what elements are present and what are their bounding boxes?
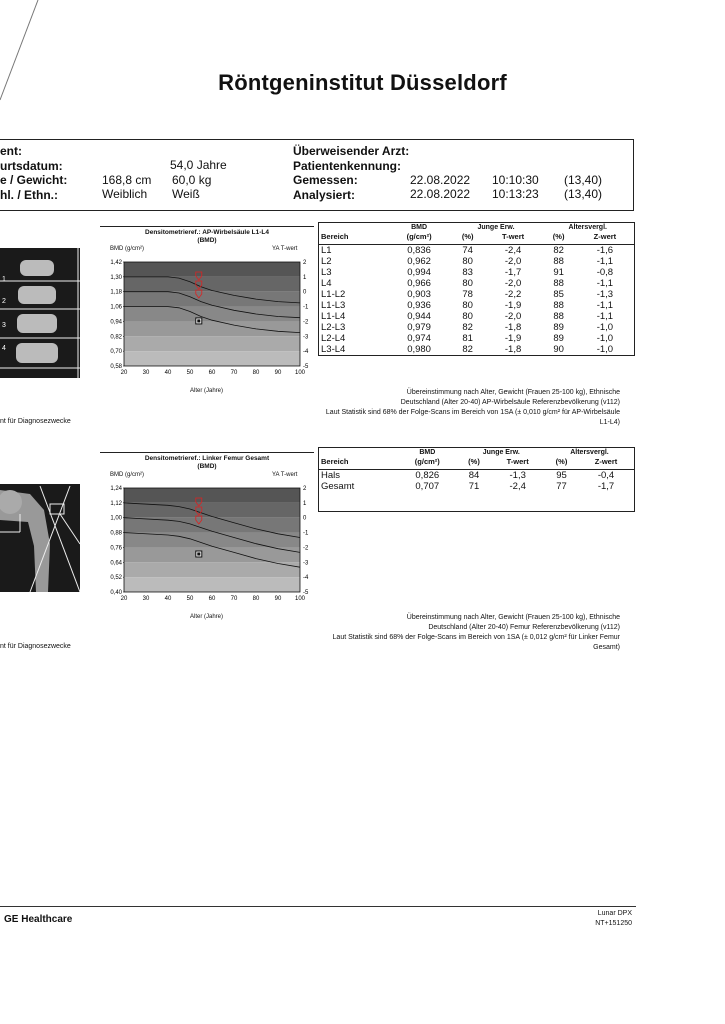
table-row [319, 470, 634, 482]
table-row [319, 267, 634, 278]
spine-chart-subtitle: (BMD) [197, 237, 217, 244]
cell-ya_pct: 80 [462, 311, 473, 322]
cell-z: -1,0 [596, 333, 614, 344]
t-tick-label: -2 [303, 319, 309, 326]
cell-region: L3 [321, 267, 332, 278]
cell-ya_pct: 80 [462, 300, 473, 311]
cell-t: -2,0 [504, 256, 522, 267]
table-row [319, 481, 634, 492]
cell-z: -1,3 [596, 289, 614, 300]
chart-band [124, 577, 300, 592]
femur-plot [100, 480, 314, 630]
spine-chart [100, 224, 314, 404]
footer-brand: GE Healthcare [4, 914, 73, 925]
label-referring-doctor: Überweisender Arzt: [293, 144, 410, 158]
spine-note-4: L1-L4) [599, 419, 620, 426]
cell-bmd: 0,974 [407, 333, 431, 344]
y-tick-label: 1,00 [110, 515, 122, 522]
cell-bmd: 0,980 [407, 344, 431, 355]
hdr-age-matched: Altersvergl. [568, 224, 607, 231]
cell-am_pct: 88 [553, 256, 564, 267]
spine-ylabel: BMD (g/cm²) [110, 246, 144, 252]
hdr-region: Bereich [319, 232, 388, 245]
x-tick-label: 60 [208, 596, 216, 602]
spine-notes [260, 388, 620, 428]
patient-sex: Weiblich [102, 187, 148, 201]
t-tick-label: 0 [303, 515, 307, 522]
cell-t: -2,0 [504, 311, 522, 322]
label-birthdate: urtsdatum: [0, 158, 63, 173]
t-tick-label: 0 [303, 289, 307, 296]
y-tick-label: 0,88 [110, 530, 122, 537]
measured-time: 10:10:30 [492, 173, 539, 187]
cell-region: L2 [321, 256, 332, 267]
cell-t: -2,2 [504, 289, 522, 300]
cell-bmd: 0,936 [407, 300, 431, 311]
footer-serial: NT+151250 [595, 920, 632, 927]
femur-notes [260, 613, 620, 653]
cell-region: L1-L4 [321, 311, 346, 322]
table-row [319, 322, 634, 333]
hdr-unit: (g/cm²) [397, 457, 458, 470]
vert-label-2: 2 [2, 298, 6, 305]
femur-chart-title: Densitometrieref.: Linker Femur Gesamt [100, 452, 314, 463]
cell-region: L3-L4 [321, 344, 346, 355]
cell-z: -0,8 [596, 267, 614, 278]
chart-band [124, 533, 300, 548]
y-tick-label: 0,76 [110, 545, 122, 552]
x-tick-label: 70 [230, 596, 238, 602]
patient-point-core [197, 552, 200, 555]
x-tick-label: 40 [164, 596, 172, 602]
cell-am_pct: 77 [556, 481, 567, 492]
t-tick-label: -1 [303, 530, 309, 537]
femur-chart [100, 450, 314, 630]
y-tick-label: 0,40 [110, 590, 122, 596]
cell-bmd: 0,944 [407, 311, 431, 322]
cell-t: -2,0 [504, 278, 522, 289]
femur-note-2: Deutschland (Alter 20-40) Femur Referenzbevölkerung (v112) [428, 624, 620, 631]
t-tick-label: -3 [303, 560, 309, 567]
x-tick-label: 100 [294, 370, 306, 376]
femur-note-1: Übereinstimmung nach Alter, Gewicht (Frauen 25-100 kg), Ethnische [406, 614, 620, 621]
hdr-young-adult: Junge Erw. [482, 449, 520, 456]
t-tick-label: -2 [303, 545, 309, 552]
vert-label-4: 4 [2, 345, 6, 352]
spine-results-table [318, 222, 635, 356]
vert-label-3: 3 [2, 322, 6, 329]
table-row [319, 311, 634, 322]
cell-bmd: 0,994 [407, 267, 431, 278]
footer-device-info [560, 909, 632, 929]
cell-region: L1 [321, 245, 332, 256]
spine-plot [100, 254, 314, 404]
cell-ya_pct: 80 [462, 256, 473, 267]
spine-scan-svg [0, 248, 80, 378]
cell-region: Hals [321, 470, 341, 481]
cell-bmd: 0,836 [407, 245, 431, 256]
cell-am_pct: 82 [553, 245, 564, 256]
label-analysed: Analysiert: [293, 187, 356, 202]
cell-ya_pct: 71 [468, 481, 480, 492]
femur-results-table [318, 447, 635, 512]
cell-t: -1,3 [509, 470, 526, 481]
chart-band [124, 351, 300, 366]
cell-ya_pct: 82 [462, 344, 473, 355]
cell-region: L2-L4 [321, 333, 346, 344]
hdr-zscore: Z-wert [578, 457, 634, 470]
cell-region: L4 [321, 278, 332, 289]
spine-diagnosis-note: nt für Diagnosezwecke [0, 418, 71, 425]
y-tick-label: 0,64 [110, 560, 122, 567]
t-tick-label: 1 [303, 274, 307, 281]
cell-ya_pct: 80 [462, 278, 473, 289]
cell-ya_pct: 83 [462, 267, 473, 278]
cell-z: -1,6 [596, 245, 614, 256]
cell-t: -1,8 [504, 322, 522, 333]
y-tick-label: 1,12 [110, 500, 122, 507]
hdr-bmd: BMD [419, 449, 436, 456]
cell-am_pct: 89 [553, 322, 564, 333]
patient-height: 168,8 cm [102, 173, 152, 187]
table-row [319, 245, 634, 257]
spine-note-2: Deutschland (Alter 20-40) AP-Wirbelsäule Referenzbevölkerung (v112) [400, 399, 620, 406]
femur-note-4: Gesamt) [593, 644, 620, 651]
femur-scan-svg [0, 484, 80, 592]
t-tick-label: -1 [303, 304, 309, 311]
cell-bmd: 0,962 [407, 256, 431, 267]
femur-ylabel: BMD (g/cm²) [110, 472, 144, 478]
cell-z: -1,1 [596, 278, 614, 289]
femur-scan-image [0, 484, 80, 592]
label-patient-id: Patientenkennung: [293, 158, 402, 173]
cell-z: -0,4 [597, 470, 615, 481]
chart-band [124, 518, 300, 533]
cell-bmd: 0,966 [407, 278, 431, 289]
chart-band [124, 262, 300, 277]
hdr-tscore: T-wert [490, 457, 545, 470]
hdr-tscore: T-wert [485, 232, 542, 245]
t-tick-label: 2 [303, 486, 307, 492]
patient-point-core [197, 319, 200, 322]
cell-z: -1,1 [596, 311, 614, 322]
referral-labels [293, 144, 409, 202]
t-tick-label: -3 [303, 334, 309, 341]
measured-date: 22.08.2022 [410, 173, 471, 187]
t-tick-label: -4 [303, 575, 309, 582]
footer-device: Lunar DPX [597, 910, 632, 917]
spine-note-1: Übereinstimmung nach Alter, Gewicht (Frauen 25-100 kg), Ethnische [406, 389, 620, 396]
chart-band [124, 321, 300, 336]
cell-am_pct: 95 [556, 470, 567, 481]
table-row [319, 289, 634, 300]
table-row [319, 333, 634, 344]
table-row [319, 256, 634, 267]
chart-band [124, 488, 300, 503]
cell-ya_pct: 81 [462, 333, 473, 344]
x-tick-label: 80 [252, 370, 260, 376]
label-height-weight: e / Gewicht: [0, 173, 68, 187]
hdr-young-adult: Junge Erw. [477, 224, 515, 231]
patient-ethnicity: Weiß [172, 187, 200, 201]
y-tick-label: 0,82 [110, 334, 122, 341]
label-sex-ethnicity: hl. / Ethn.: [0, 187, 58, 202]
t-tick-label: -5 [303, 364, 309, 370]
analysed-time: 10:13:23 [492, 187, 539, 201]
table-row [319, 344, 634, 355]
chart-band [124, 562, 300, 577]
chart-band [124, 292, 300, 307]
hdr-zscore: Z-wert [576, 232, 634, 245]
x-tick-label: 90 [274, 596, 282, 602]
t-tick-label: -4 [303, 349, 309, 356]
hdr-region: Bereich [319, 457, 397, 470]
hdr-bmd: BMD [411, 224, 428, 231]
table-row [319, 300, 634, 311]
x-tick-label: 20 [120, 370, 128, 376]
x-tick-label: 70 [230, 370, 238, 376]
cell-bmd: 0,903 [407, 289, 431, 300]
cell-am_pct: 88 [553, 278, 564, 289]
table-row [319, 278, 634, 289]
y-tick-label: 1,18 [110, 289, 122, 296]
spine-chart-title: Densitometrieref.: AP-Wirbelsäule L1-L4 [100, 226, 314, 237]
label-measured: Gemessen: [293, 173, 358, 187]
x-tick-label: 80 [252, 596, 260, 602]
cell-ya_pct: 84 [468, 470, 480, 481]
spine-note-3: Laut Statistik sind 68% der Folge-Scans im Bereich von 1SA (± 0,010 g/cm² für AP-Wirbelsäule [325, 409, 620, 416]
cell-region: L1-L2 [321, 289, 346, 300]
cell-bmd: 0,979 [407, 322, 431, 333]
cell-t: -1,9 [504, 333, 522, 344]
femur-diagnosis-note: nt für Diagnosezwecke [0, 643, 71, 650]
hdr-pct1: (%) [451, 232, 485, 245]
cell-am_pct: 90 [553, 344, 564, 355]
cell-bmd: 0,826 [415, 470, 440, 481]
patient-age: 54,0 Jahre [170, 158, 227, 172]
hdr-unit: (g/cm²) [388, 232, 451, 245]
analysed-code: (13,40) [564, 187, 603, 201]
t-tick-label: -5 [303, 590, 309, 596]
cell-am_pct: 85 [553, 289, 564, 300]
cell-z: -1,1 [596, 256, 614, 267]
t-tick-label: 1 [303, 500, 307, 507]
y-tick-label: 0,58 [110, 364, 122, 370]
x-tick-label: 90 [274, 370, 282, 376]
cell-z: -1,1 [596, 300, 614, 311]
chart-band [124, 277, 300, 292]
cell-ya_pct: 78 [462, 289, 473, 300]
y-tick-label: 0,94 [110, 319, 122, 326]
femur-xlabel: Alter (Jahre) [190, 614, 224, 620]
hdr-pct2: (%) [545, 457, 578, 470]
cell-bmd: 0,707 [415, 481, 440, 492]
measured-code: (13,40) [564, 173, 603, 187]
cell-region: L2-L3 [321, 322, 346, 333]
x-tick-label: 40 [164, 370, 172, 376]
hdr-pct2: (%) [541, 232, 575, 245]
spine-ylabel-right: YA T-wert [272, 246, 298, 252]
label-patient: ent: [0, 144, 22, 158]
chart-band [124, 503, 300, 518]
x-tick-label: 20 [120, 596, 128, 602]
cell-z: -1,0 [596, 344, 614, 355]
cell-t: -2,4 [504, 245, 522, 256]
cell-t: -1,7 [504, 267, 522, 278]
cell-am_pct: 89 [553, 333, 564, 344]
cell-t: -1,8 [504, 344, 522, 355]
y-tick-label: 1,42 [110, 260, 122, 266]
chart-band [124, 547, 300, 562]
x-tick-label: 50 [186, 370, 194, 376]
footer-divider [0, 906, 636, 907]
x-tick-label: 100 [294, 596, 306, 602]
t-tick-label: 2 [303, 260, 307, 266]
x-tick-label: 50 [186, 596, 194, 602]
cell-am_pct: 91 [553, 267, 564, 278]
cell-z: -1,0 [596, 322, 614, 333]
spine-scan-image [0, 248, 80, 378]
patient-labels [0, 144, 67, 202]
analysed-date: 22.08.2022 [410, 187, 471, 201]
cell-region: L1-L3 [321, 300, 346, 311]
femur-note-3: Laut Statistik sind 68% der Folge-Scans im Bereich von 1SA (± 0,012 g/cm² für Linker Femur [332, 634, 620, 641]
x-tick-label: 60 [208, 370, 216, 376]
spine-xlabel: Alter (Jahre) [190, 388, 224, 394]
x-tick-label: 30 [142, 370, 150, 376]
femur-chart-subtitle: (BMD) [197, 463, 217, 470]
y-tick-label: 1,06 [110, 304, 122, 311]
patient-weight: 60,0 kg [172, 173, 212, 187]
femur-ylabel-right: YA T-wert [272, 472, 298, 478]
cell-ya_pct: 74 [462, 245, 473, 256]
chart-band [124, 336, 300, 351]
chart-band [124, 307, 300, 322]
cell-am_pct: 88 [553, 311, 564, 322]
cell-region: Gesamt [321, 481, 355, 492]
x-tick-label: 30 [142, 596, 150, 602]
y-tick-label: 0,70 [110, 349, 122, 356]
hdr-age-matched: Altersvergl. [570, 449, 609, 456]
paper-corner-line [0, 0, 60, 110]
y-tick-label: 0,52 [110, 575, 122, 582]
cell-am_pct: 88 [553, 300, 564, 311]
y-tick-label: 1,30 [110, 274, 122, 281]
vert-label-1: 1 [2, 276, 6, 283]
cell-ya_pct: 82 [462, 322, 473, 333]
cell-z: -1,7 [597, 481, 615, 492]
page-title: Röntgeninstitut Düsseldorf [218, 70, 507, 95]
cell-t: -2,4 [509, 481, 526, 492]
cell-t: -1,9 [504, 300, 522, 311]
y-tick-label: 1,24 [110, 486, 122, 492]
hdr-pct1: (%) [458, 457, 491, 470]
